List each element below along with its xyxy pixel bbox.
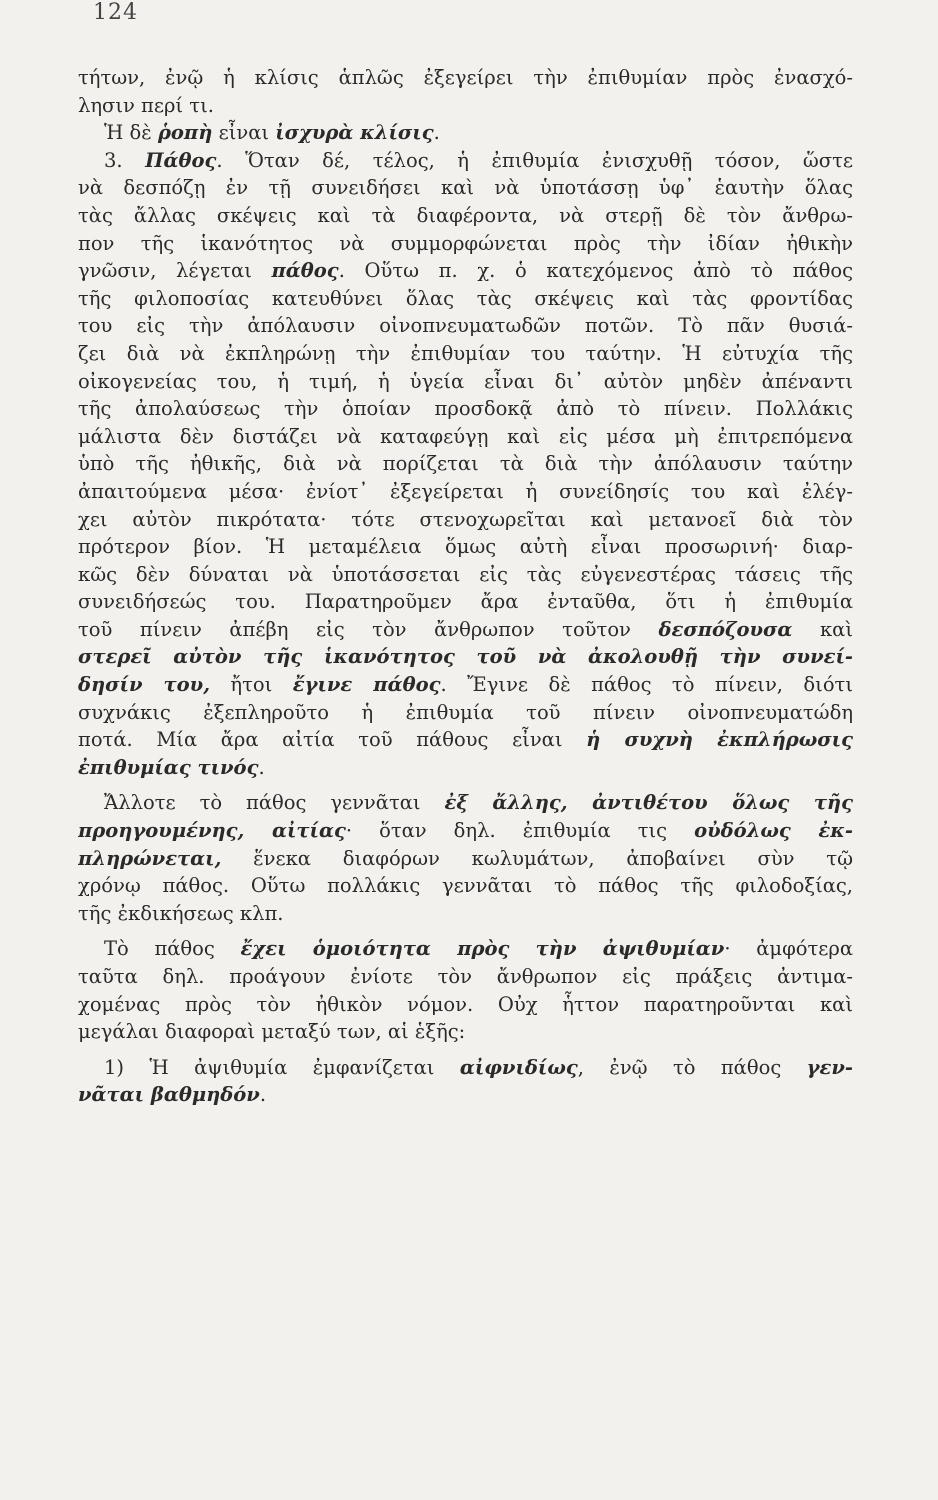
text-segment: λησιν περί τι. [78,93,214,117]
text-line [78,423,853,451]
text-line [78,92,853,120]
text-segment: συνειδήσεώς του. Παρατηροῦμεν ἄρα ἐνταῦθα, ὅτι ἡ ἐπιθυμία [78,590,853,614]
bold-term: Πάθος [145,148,217,172]
text-line [78,340,853,368]
text-line [78,230,853,258]
text-line [78,872,853,900]
text-line [78,1054,853,1082]
text-segment: χει αὐτὸν πικρότατα· τότε στενοχωρεῖται καὶ μετανοεῖ διὰ τὸν [78,507,853,531]
text-segment: γνῶσιν, λέγεται [78,259,272,283]
text-segment: τὰς ἄλλας σκέψεις καὶ τὰ διαφέροντα, νὰ στερῇ δὲ τὸν ἄνθρω- [78,203,853,227]
text-line [78,699,853,727]
text-segment: . Ὅταν δέ, τέλος, ἡ ἐπιθυμία ἐνισχυθῇ τόσον, ὥστε [216,148,853,172]
text-line [78,991,853,1019]
text-line [78,119,853,147]
text-segment: 1) Ἡ ἀψιθυμία ἐμφανίζεται [104,1055,460,1079]
text-segment: Ἡ δὲ [104,121,158,145]
bold-term: δεσπόζουσα [658,617,793,641]
text-segment: Τὸ πάθος [104,937,241,961]
bold-term: ἐπιθυμίας τινός [78,755,259,779]
text-segment: ποτά. Μία ἄρα αἰτία τοῦ πάθους εἶναι [78,728,587,752]
text-line [78,616,853,644]
text-line [78,900,853,928]
text-segment: τῆς φιλοποσίας κατευθύνει ὅλας τὰς σκέψεις καὶ τὰς φροντίδας [78,286,853,310]
bold-term: δησίν του, [78,673,210,697]
bold-term: γεν- [806,1055,853,1079]
page-number: 124 [93,0,138,25]
bold-term: προηγουμένης, αἰτίας [78,819,346,843]
text-line [78,506,853,534]
text-segment: . Ἔγινε δὲ πάθος τὸ πίνειν, διότι [440,673,853,697]
text-line [78,64,853,92]
bold-term: νᾶται βαθμηδόν [78,1083,260,1107]
text-segment: τῆς ἀπολαύσεως τὴν ὁποίαν προσδοκᾷ ἀπὸ τὸ πίνειν. Πολλάκις [78,397,853,421]
text-line [78,395,853,423]
text-segment: ἕνεκα διαφόρων κωλυμάτων, ἀποβαίνει σὺν τῷ [221,846,853,870]
bold-term: ἐξ ἄλλης, ἀντιθέτου ὅλως τῆς [444,791,853,815]
bold-term: οὐδόλως ἐκ- [694,819,853,843]
text-segment: χρόνῳ πάθος. Οὕτω πολλάκις γεννᾶται τὸ πάθος τῆς φιλοδοξίας, [78,874,853,898]
bold-term: στερεῖ αὐτὸν τῆς ἱκανότητος τοῦ νὰ ἀκολουθῇ τὴν συνεί- [78,645,853,669]
text-segment: μάλιστα δὲν διστάζει νὰ καταφεύγῃ καὶ εἰς μέσα μὴ ἐπιτρεπόμενα [78,424,853,448]
text-segment: 3. [104,148,146,172]
text-line [78,147,853,175]
text-segment: τήτων, ἐνῷ ἡ κλίσις ἁπλῶς ἐξεγείρει τὴν ἐπιθυμίαν πρὸς ἐνασχό- [78,66,853,89]
text-segment: τοῦ πίνειν ἀπέβη εἰς τὸν ἄνθρωπον τοῦτον [78,617,659,641]
paragraph-gap [78,927,853,935]
bold-term: πληρώνεται, [78,846,222,870]
text-line [78,643,853,671]
text-line [78,202,853,230]
text-segment: , ἐνῷ τὸ πάθος [577,1055,807,1079]
text-segment: οἰκογενείας του, ἡ τιμή, ἡ ὑγεία εἶναι δι᾽ αὐτὸν μηδὲν ἀπέναντι [78,369,853,393]
text-body [78,64,853,1109]
text-segment: χομένας πρὸς τὸν ἠθικὸν νόμον. Οὐχ ἧττον παρατηροῦνται καὶ [78,992,853,1016]
text-segment: συχνάκις ἐξεπληροῦτο ἡ ἐπιθυμία τοῦ πίνειν οἰνοπνευματώδη [78,700,853,724]
text-line [78,561,853,589]
text-segment: του εἰς τὴν ἀπόλαυσιν οἰνοπνευματωδῶν ποτῶν. Τὸ πᾶν θυσιά- [78,314,853,338]
bold-term: αἰφνιδίως [459,1055,578,1079]
text-segment: . [259,1083,267,1107]
text-segment: εἶναι [212,121,276,145]
text-segment: ταῦτα δηλ. προάγουν ἐνίοτε τὸν ἄνθρωπον εἰς πράξεις ἀντιμα- [78,965,853,988]
text-segment: νὰ δεσπόζῃ ἐν τῇ συνειδήσει καὶ νὰ ὑποτάσσῃ ὑφ᾽ ἑαυτὴν ὅλας [78,176,853,200]
bold-term: ἔχει ὁμοιότητα πρὸς τὴν ἀψιθυμίαν [240,937,725,961]
text-line [78,368,853,396]
text-segment: ἀπαιτούμενα μέσα· ἐνίοτ᾽ ἐξεγείρεται ἡ συνείδησίς του καὶ ἐλέγ- [78,479,853,503]
text-line [78,754,853,782]
text-segment: · ἀμφότερα [724,937,853,961]
text-line [78,257,853,285]
text-line [78,1018,853,1046]
text-segment: · ὅταν δηλ. ἐπιθυμία τις [345,819,695,843]
text-segment: ὑπὸ τῆς ἠθικῆς, διὰ νὰ πορίζεται τὰ διὰ τὴν ἀπόλαυσιν ταύτην [78,452,853,476]
paragraph-gap [78,781,853,789]
text-line [78,588,853,616]
text-segment: . Οὕτω π. χ. ὁ κατεχόμενος ἀπὸ τὸ πάθος [338,259,853,283]
text-segment: πρότερον βίον. Ἡ μεταμέλεια ὅμως αὐτὴ εἶναι προσωρινή· διαρ- [78,535,853,559]
text-line [78,450,853,478]
text-line [78,845,853,873]
text-segment: τῆς ἐκδικήσεως κλπ. [78,901,284,925]
bold-term: ἰσχυρὰ κλίσις [275,121,434,145]
text-line [78,817,853,845]
text-segment: μεγάλαι διαφοραὶ μεταξύ των, αἱ ἑξῆς: [78,1020,466,1044]
text-line [78,312,853,340]
bold-term: ῥοπὴ [157,121,213,145]
bold-term: ἡ συχνὴ ἐκπλήρωσις [586,728,853,752]
text-segment: κῶς δὲν δύναται νὰ ὑποτάσσεται εἰς τὰς εὐγενεστέρας τάσεις τῆς [78,562,853,586]
text-segment: καὶ [792,617,853,641]
text-line [78,285,853,313]
text-line [78,726,853,754]
text-line [78,1081,853,1109]
text-line [78,935,853,963]
text-line [78,533,853,561]
bold-term: ἔγινε πάθος [292,673,441,697]
text-line [78,789,853,817]
text-line [78,671,853,699]
bold-term: πάθος [271,259,339,283]
text-segment: ἤτοι [210,673,293,697]
text-segment: πον τῆς ἱκανότητος νὰ συμμορφώνεται πρὸς τὴν ἰδίαν ἠθικὴν [78,231,853,255]
text-line [78,963,853,991]
paragraph-gap [78,1046,853,1054]
text-segment: . [258,755,265,779]
text-line [78,174,853,202]
text-segment: . [433,121,440,145]
text-line [78,478,853,506]
text-segment: ζει διὰ νὰ ἐκπληρώνῃ τὴν ἐπιθυμίαν του ταύτην. Ἡ εὐτυχία τῆς [78,341,853,365]
text-segment: Ἄλλοτε τὸ πάθος γεννᾶται [104,791,445,815]
